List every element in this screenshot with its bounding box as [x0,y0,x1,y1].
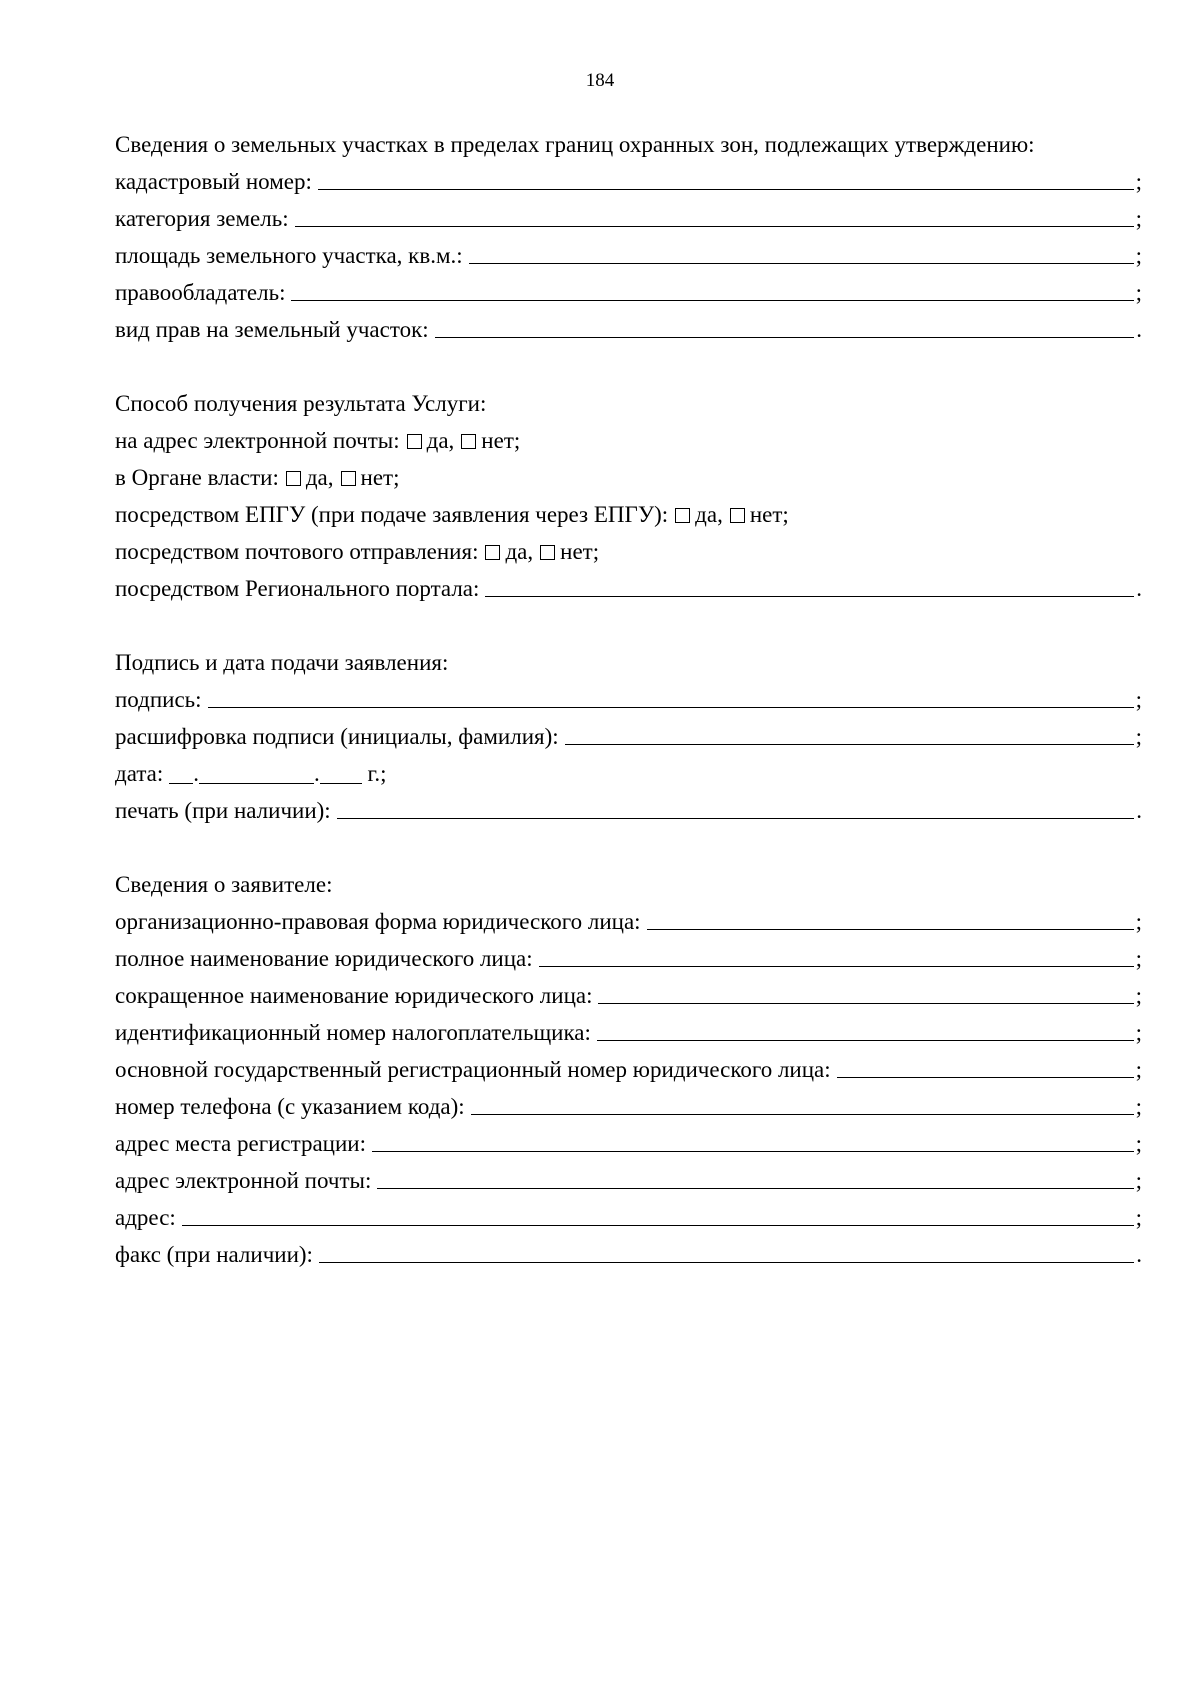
date-label: дата: . . г.; [115,761,387,786]
field-label: полное наименование юридического лица: [115,946,533,971]
field-label: категория земель: [115,206,289,231]
field-blank[interactable] [319,1262,1134,1263]
result-option-email [115,422,1142,459]
no-checkbox[interactable] [540,545,555,560]
option-label: на адрес электронной почты: да, нет; [115,428,521,453]
signature-decoding-field[interactable]: расшифровка подписи (инициалы, фамилия): ; [115,718,1142,755]
field-blank[interactable] [647,929,1134,930]
result-option-authority [115,459,1142,496]
field-blank[interactable] [377,1188,1134,1189]
field-label: вид прав на земельный участок: [115,317,429,342]
field-label: номер телефона (с указанием кода): [115,1094,465,1119]
field-blank[interactable] [837,1077,1134,1078]
field-label: печать (при наличии): [115,798,331,823]
field-blank[interactable] [208,707,1134,708]
signature-section-heading: Подпись и дата подачи заявления: [115,650,449,675]
field-label: кадастровый номер: [115,169,312,194]
inn-field[interactable]: идентификационный номер налогоплательщика: ; [115,1014,1142,1051]
field-blank[interactable] [597,1040,1134,1041]
field-label: основной государственный регистрационный номер юридического лица: [115,1057,831,1082]
rights-type-field[interactable]: вид прав на земельный участок: . [115,311,1142,348]
ogrn-field[interactable]: основной государственный регистрационный номер юридического лица: ; [115,1051,1142,1088]
option-label: в Органе власти: да, нет; [115,465,400,490]
registration-address-field[interactable]: адрес места регистрации: ; [115,1125,1142,1162]
yes-checkbox[interactable] [485,545,500,560]
field-blank[interactable] [337,818,1134,819]
field-blank[interactable] [291,300,1134,301]
result-option-epgu [115,496,1142,533]
field-label: подпись: [115,687,202,712]
no-checkbox[interactable] [461,434,476,449]
short-name-field[interactable]: сокращенное наименование юридического лица: ; [115,977,1142,1014]
full-name-field[interactable]: полное наименование юридического лица: ; [115,940,1142,977]
field-blank[interactable] [485,596,1134,597]
result-option-post [115,533,1142,570]
no-checkbox[interactable] [730,508,745,523]
form-content [115,126,1142,1273]
field-blank[interactable] [598,1003,1134,1004]
field-blank[interactable] [372,1151,1134,1152]
land-category-field[interactable]: категория земель: ; [115,200,1142,237]
address-field[interactable]: адрес: ; [115,1199,1142,1236]
no-checkbox[interactable] [341,471,356,486]
field-label: расшифровка подписи (инициалы, фамилия): [115,724,559,749]
phone-field[interactable]: номер телефона (с указанием кода): ; [115,1088,1142,1125]
option-label: посредством почтового отправления: да, нет; [115,539,600,564]
day-blank[interactable] [169,783,193,784]
yes-checkbox[interactable] [286,471,301,486]
fax-field[interactable]: факс (при наличии): . [115,1236,1142,1273]
plot-area-field[interactable]: площадь земельного участка, кв.м.: ; [115,237,1142,274]
field-label: адрес места регистрации: [115,1131,367,1156]
field-label: факс (при наличии): [115,1242,313,1267]
field-label: сокращенное наименование юридического лица: [115,983,593,1008]
field-blank[interactable] [471,1114,1134,1115]
field-blank[interactable] [182,1225,1134,1226]
field-label: посредством Регионального портала: [115,576,480,601]
field-blank[interactable] [539,966,1134,967]
signature-field[interactable]: подпись: ; [115,681,1142,718]
result-section-heading: Способ получения результата Услуги: [115,391,487,416]
field-label: адрес: [115,1205,176,1230]
result-option-regional-portal[interactable]: посредством Регионального портала: . [115,570,1142,607]
month-blank[interactable] [199,783,314,784]
year-blank[interactable] [320,783,362,784]
field-label: площадь земельного участка, кв.м.: [115,243,463,268]
field-label: организационно-правовая форма юридического лица: [115,909,641,934]
legal-form-field[interactable]: организационно-правовая форма юридического лица: ; [115,903,1142,940]
applicant-section-heading: Сведения о заявителе: [115,872,333,897]
field-blank[interactable] [295,226,1134,227]
field-label: адрес электронной почты: [115,1168,372,1193]
field-blank[interactable] [469,263,1134,264]
right-holder-field[interactable]: правообладатель: ; [115,274,1142,311]
email-field[interactable]: адрес электронной почты: ; [115,1162,1142,1199]
field-blank[interactable] [318,189,1134,190]
date-field [115,755,1142,792]
land-section-heading: Сведения о земельных участках в пределах границ охранных зон, подлежащих утверждению: [115,132,1035,157]
yes-checkbox[interactable] [407,434,422,449]
field-blank[interactable] [435,337,1134,338]
field-label: правообладатель: [115,280,286,305]
page-number: 184 [585,70,615,91]
cadastral-number-field[interactable]: кадастровый номер: ; [115,163,1142,200]
option-label: посредством ЕПГУ (при подаче заявления через ЕПГУ): да, нет; [115,502,789,527]
field-blank[interactable] [565,744,1134,745]
yes-checkbox[interactable] [675,508,690,523]
field-label: идентификационный номер налогоплательщика: [115,1020,591,1045]
stamp-field[interactable]: печать (при наличии): . [115,792,1142,829]
